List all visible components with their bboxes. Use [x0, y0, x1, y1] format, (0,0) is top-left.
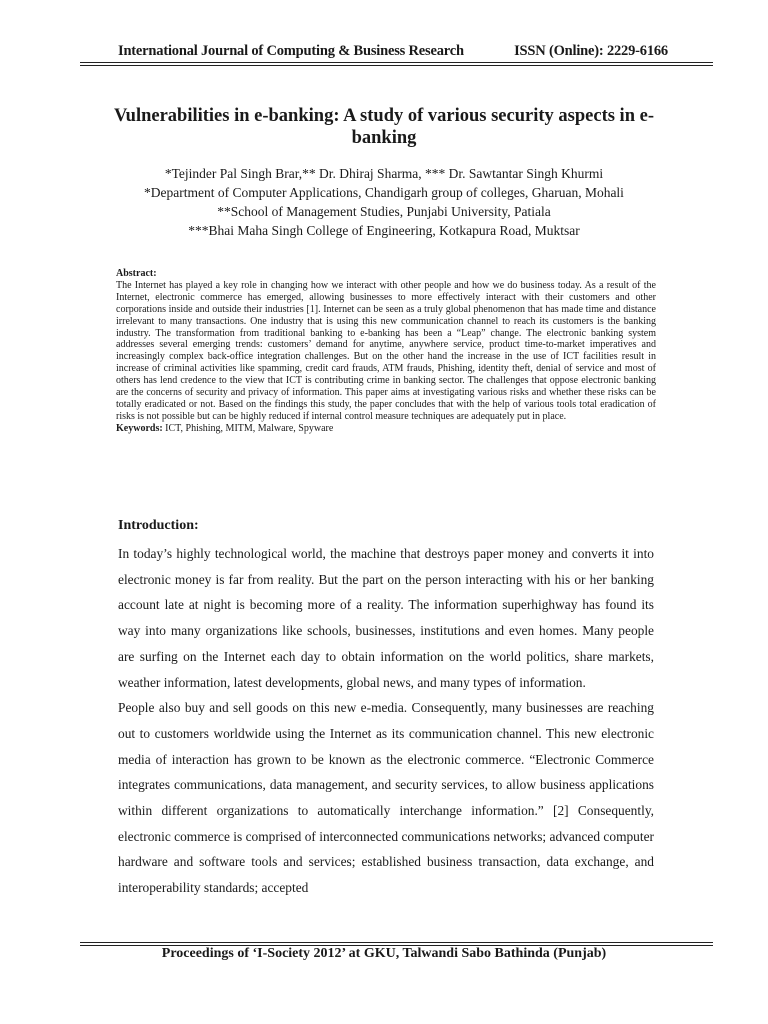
- journal-name: International Journal of Computing & Business Research: [118, 43, 464, 59]
- header-rule: [80, 62, 713, 66]
- introduction-body: [118, 541, 654, 901]
- abstract-section: [116, 268, 656, 435]
- affiliation-1: *Department of Computer Applications, Chandigarh group of colleges, Gharuan, Mohali: [144, 185, 624, 200]
- issn-label: ISSN (Online): 2229-6166: [514, 43, 668, 59]
- author-block: [80, 164, 688, 240]
- affiliation-2: **School of Management Studies, Punjabi University, Patiala: [217, 204, 551, 219]
- running-footer: Proceedings of ‘I-Society 2012’ at GKU, Talwandi Sabo Bathinda (Punjab): [161, 946, 607, 961]
- paper-title: Vulnerabilities in e-banking: A study of various security aspects in e-banking: [114, 106, 654, 148]
- introduction-heading: Introduction:: [118, 518, 199, 533]
- abstract-text: The Internet has played a key role in changing how we interact with other people and how we do business today. As a result of the Internet, electronic commerce has emerged, allowing businesses to more effectively interact with their customers and other corporations inside and outside their industries [1]. Internet can be seen as a truly global phenomenon that has made time and distance irrelevant to many transactions. One industry that is using this new communication channel to reach its customers is the banking industry. The transformation from traditional banking to e-banking has been a “Leap” change. The electronic banking system addresses several emerging trends: customers’ demand for anytime, anywhere service, product time-to-market imperatives and increasingly complex back-office integration challenges. But on the other hand the increase in the use of ICT facilities result in increase of criminal activities like spamming, credit card frauds, ATM frauds, Phishing, identity theft, denial of service and most of others has lend credence to the view that ICT is contributing crime in banking sector. The challenges that oppose electronic banking are the concerns of security and privacy of information. This paper aims at investigating various risks and whether these risks can be totally eradicated or not. Based on the findings this study, the paper concludes that with the help of various tools total eradication of risks is not possible but can be highly reduced if internal control measure techniques are adequately put in place.: [116, 279, 656, 422]
- author-names: *Tejinder Pal Singh Brar,** Dr. Dhiraj Sharma, *** Dr. Sawtantar Singh Khurmi: [164, 166, 604, 181]
- body-paragraph: People also buy and sell goods on this new e-media. Consequently, many businesses are reaching out to customers worldwide using the Internet as its communication channel. This new electronic media of interaction has grown to be known as the electronic commerce. “Electronic Commerce integrates communications, data management, and security services, to allow business applications within different organizations to automatically interchange information.” [2] Consequently, electronic commerce is comprised of interconnected communications networks; advanced computer hardware and software tools and services; established business transaction, data exchange, and interoperability standards; accepted: [118, 700, 654, 896]
- abstract-heading: Abstract:: [116, 268, 157, 279]
- keywords-list: ICT, Phishing, MITM, Malware, Spyware: [162, 422, 334, 434]
- keywords-label: Keywords:: [116, 422, 163, 434]
- body-paragraph: In today’s highly technological world, the machine that destroys paper money and converts it into electronic money is far from reality. But the part on the person interacting with his or her banking account late at night is becoming more of a reality. The information superhighway has found its way into many organizations like schools, businesses, institutions and even homes. Many people are surfing on the Internet each day to obtain information on the world politics, share markets, weather information, latest developments, global news, and many types of information.: [118, 546, 654, 690]
- affiliation-3: ***Bhai Maha Singh College of Engineering, Kotkapura Road, Muktsar: [188, 223, 580, 238]
- keywords-line: [116, 423, 656, 435]
